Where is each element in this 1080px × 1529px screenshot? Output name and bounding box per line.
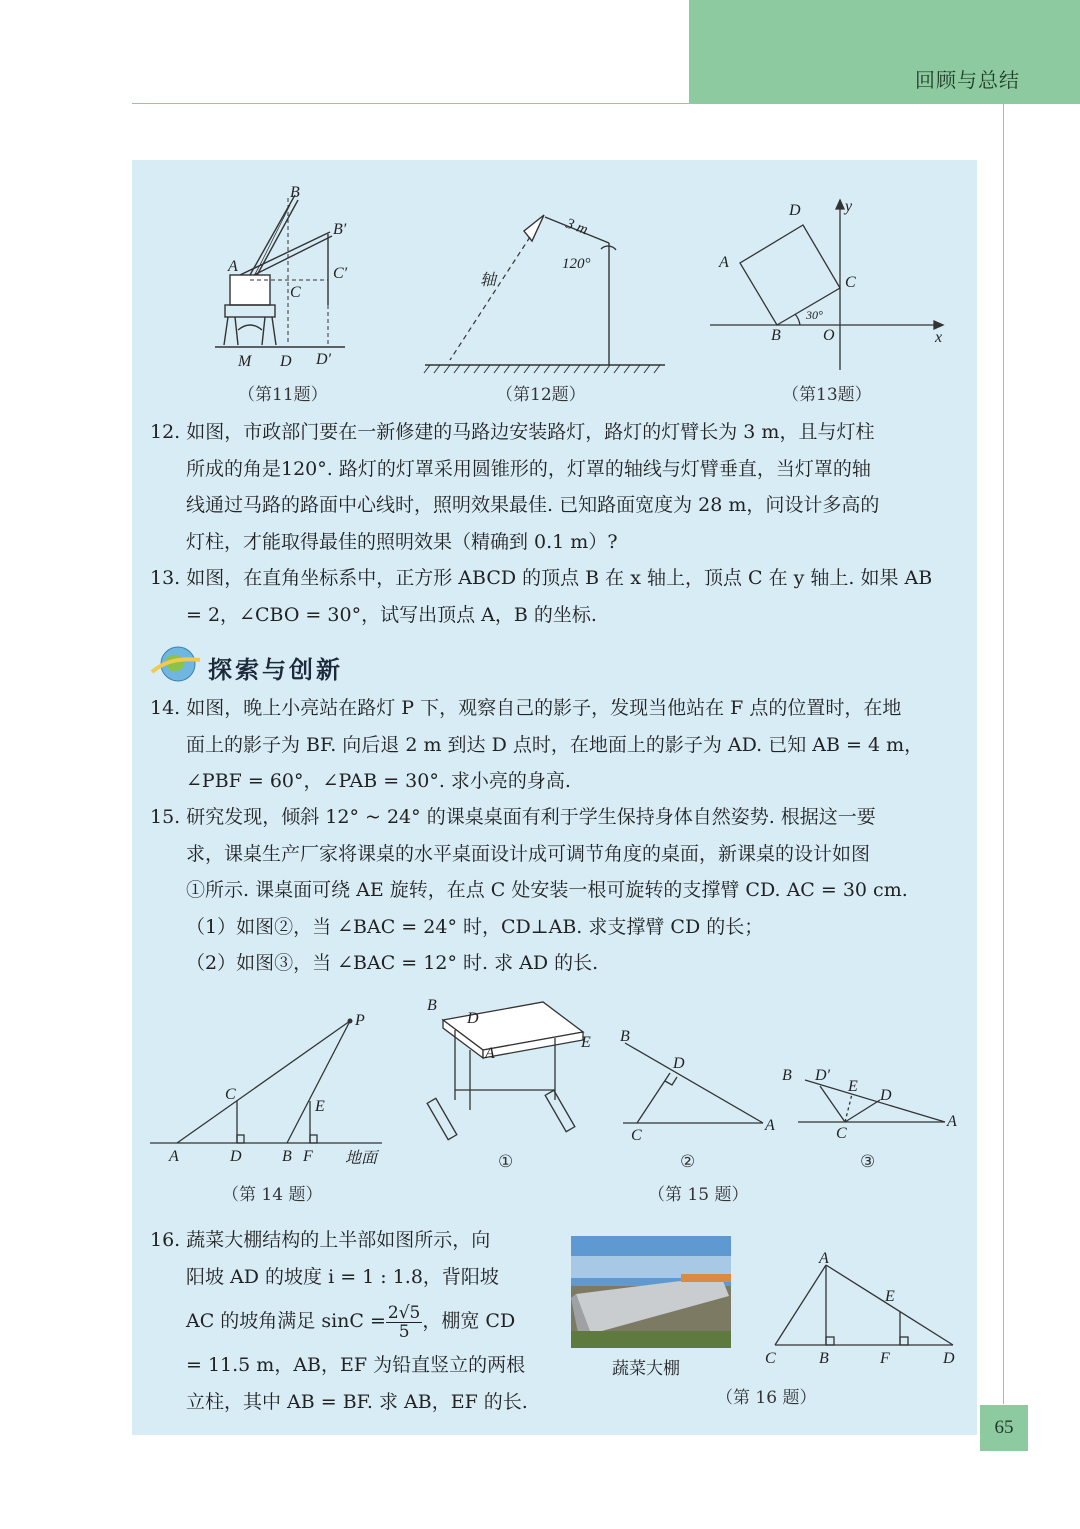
svg-text:A: A	[719, 254, 729, 271]
q15-line1: 15. 研究发现，倾斜 12° ~ 24° 的课桌桌面有利于学生保持身体自然姿势. 根据这一要	[150, 806, 876, 828]
q16-frac-den: 5	[398, 1321, 410, 1342]
svg-text:B: B	[282, 1148, 292, 1165]
figure-13-square-axes	[705, 195, 955, 375]
figure-15-1-desk	[425, 990, 600, 1150]
caption-fig-15: （第 15 题）	[648, 1185, 749, 1205]
figure-16-triangle	[765, 1245, 965, 1370]
svg-text:D: D	[789, 202, 801, 219]
svg-text:A: A	[169, 1148, 179, 1165]
q14-line1: 14. 如图，晚上小亮站在路灯 P 下，观察自己的影子，发现当他站在 F 点的位置时，在地	[150, 697, 902, 719]
svg-text:C: C	[225, 1086, 236, 1103]
q15-line3: ①所示. 课桌面可绕 AE 旋转，在点 C 处安装一根可旋转的支撑臂 CD. AC = 30 cm.	[186, 879, 908, 901]
svg-text:D′: D′	[815, 1067, 831, 1084]
svg-text:B: B	[819, 1350, 829, 1367]
svg-text:地面: 地面	[345, 1150, 378, 1167]
side-rule	[1003, 104, 1004, 1404]
q12-line3: 线通过马路的路面中心线时，照明效果最佳. 已知路面宽度为 28 m，问设计多高的	[186, 494, 880, 516]
svg-text:B: B	[290, 184, 300, 201]
caption-fig-16: （第 16 题）	[716, 1388, 817, 1408]
caption-fig-11: （第11题）	[238, 385, 328, 405]
svg-text:M: M	[238, 353, 252, 370]
header-band	[689, 0, 1080, 104]
caption-fig-12: （第12题）	[496, 385, 586, 405]
svg-text:3 m: 3 m	[563, 215, 590, 239]
svg-text:A: A	[228, 258, 238, 275]
svg-text:E: E	[848, 1078, 858, 1095]
q16-fraction	[386, 1304, 422, 1341]
q16-frac-num: 2√5	[387, 1302, 421, 1323]
q16-line1: 16. 蔬菜大棚结构的上半部如图所示，向	[150, 1229, 491, 1251]
figure-14-shadow	[145, 1005, 395, 1170]
svg-text:30°: 30°	[806, 308, 823, 322]
q12-line1: 12. 如图，市政部门要在一新修建的马路边安装路灯，路灯的灯臂长为 3 m，且与灯柱	[150, 421, 875, 443]
greenhouse-photo	[571, 1236, 731, 1348]
q15-line4: （1）如图②，当 ∠BAC = 24° 时，CD⊥AB. 求支撑臂 CD 的长；	[186, 915, 764, 938]
q16-line3b: ，棚宽 CD	[422, 1310, 516, 1332]
svg-text:y: y	[845, 198, 853, 215]
q12-line4: 灯柱，才能取得最佳的照明效果（精确到 0.1 m）?	[186, 530, 618, 553]
svg-text:A: A	[947, 1113, 957, 1130]
q14-line2: 面上的影子为 BF. 向后退 2 m 到达 D 点时，在地面上的影子为 AD. 已知 AB = 4 m，	[186, 733, 924, 756]
photo-caption: 蔬菜大棚	[612, 1359, 680, 1379]
fig15-sub-1: ①	[498, 1152, 514, 1172]
svg-text:B: B	[620, 1028, 630, 1045]
q16-line5: 立柱，其中 AB = BF. 求 AB，EF 的长.	[186, 1390, 528, 1413]
svg-text:B: B	[427, 997, 437, 1014]
svg-text:C: C	[631, 1127, 642, 1144]
question-13	[150, 560, 962, 633]
svg-text:B′: B′	[333, 221, 347, 238]
figure-15-2-triangle	[615, 1025, 780, 1145]
question-16	[150, 1222, 540, 1420]
q16-line4: = 11.5 m，AB，EF 为铅直竖立的两根	[186, 1354, 526, 1376]
svg-text:F: F	[880, 1350, 890, 1367]
q14-line3: ∠PBF = 60°，∠PAB = 30°. 求小亮的身高.	[186, 770, 571, 792]
svg-text:A: A	[765, 1117, 775, 1134]
q15-line2: 求，课桌生产厂家将课桌的水平桌面设计成可调节角度的桌面，新课桌的设计如图	[186, 842, 871, 865]
svg-text:D′: D′	[316, 351, 332, 368]
svg-text:O: O	[823, 327, 835, 344]
svg-text:120°: 120°	[562, 256, 591, 272]
svg-text:B: B	[771, 327, 781, 344]
question-12	[150, 414, 962, 560]
section-title: 探索与创新	[208, 655, 343, 684]
svg-text:轴: 轴	[480, 272, 497, 289]
q13-line2: = 2，∠CBO = 30°，试写出顶点 A，B 的坐标.	[186, 603, 597, 626]
svg-text:C′: C′	[333, 265, 348, 282]
svg-text:E: E	[315, 1098, 325, 1115]
svg-text:F: F	[303, 1148, 313, 1165]
fig15-sub-2: ②	[680, 1152, 696, 1172]
q16-line3	[150, 1295, 540, 1347]
q12-line2: 所成的角是120°. 路灯的灯罩采用圆锥形的，灯罩的轴线与灯臂垂直，当灯罩的轴	[186, 457, 871, 480]
svg-text:C: C	[290, 284, 301, 301]
svg-text:D: D	[230, 1148, 242, 1165]
question-14	[150, 690, 962, 800]
globe-icon	[150, 642, 202, 686]
svg-text:A: A	[819, 1250, 829, 1267]
svg-text:E: E	[581, 1034, 591, 1051]
figure-11-crane	[210, 180, 360, 375]
svg-text:D: D	[943, 1350, 955, 1367]
svg-text:C: C	[765, 1350, 776, 1367]
svg-text:D: D	[673, 1055, 685, 1072]
figure-15-3-triangle	[780, 1060, 965, 1145]
page-number: 65	[980, 1405, 1028, 1451]
svg-text:C: C	[845, 274, 856, 291]
svg-text:A: A	[485, 1045, 495, 1062]
fig15-sub-3: ③	[860, 1152, 876, 1172]
chapter-title: 回顾与总结	[915, 68, 1020, 92]
svg-text:D: D	[280, 353, 292, 370]
question-15	[150, 799, 962, 982]
caption-fig-13: （第13题）	[782, 385, 872, 405]
svg-text:D: D	[467, 1010, 479, 1027]
q16-line3a: AC 的坡角满足 sinC =	[186, 1310, 386, 1332]
q13-line1: 13. 如图，在直角坐标系中，正方形 ABCD 的顶点 B 在 x 轴上，顶点 C 在 y 轴上. 如果 AB	[150, 567, 933, 589]
q15-line5: （2）如图③，当 ∠BAC = 12° 时. 求 AD 的长.	[186, 952, 599, 974]
greenhouse-image	[571, 1236, 731, 1348]
svg-text:P: P	[355, 1012, 365, 1029]
svg-text:D: D	[880, 1087, 892, 1104]
figure-12-streetlamp	[420, 205, 675, 375]
header-rule	[132, 103, 689, 104]
svg-text:E: E	[885, 1288, 895, 1305]
caption-fig-14: （第 14 题）	[222, 1185, 323, 1205]
svg-text:B: B	[782, 1067, 792, 1084]
svg-text:C: C	[836, 1125, 847, 1142]
q16-line2: 阳坡 AD 的坡度 i = 1 : 1.8，背阳坡	[186, 1265, 499, 1288]
svg-text:x: x	[935, 329, 943, 346]
